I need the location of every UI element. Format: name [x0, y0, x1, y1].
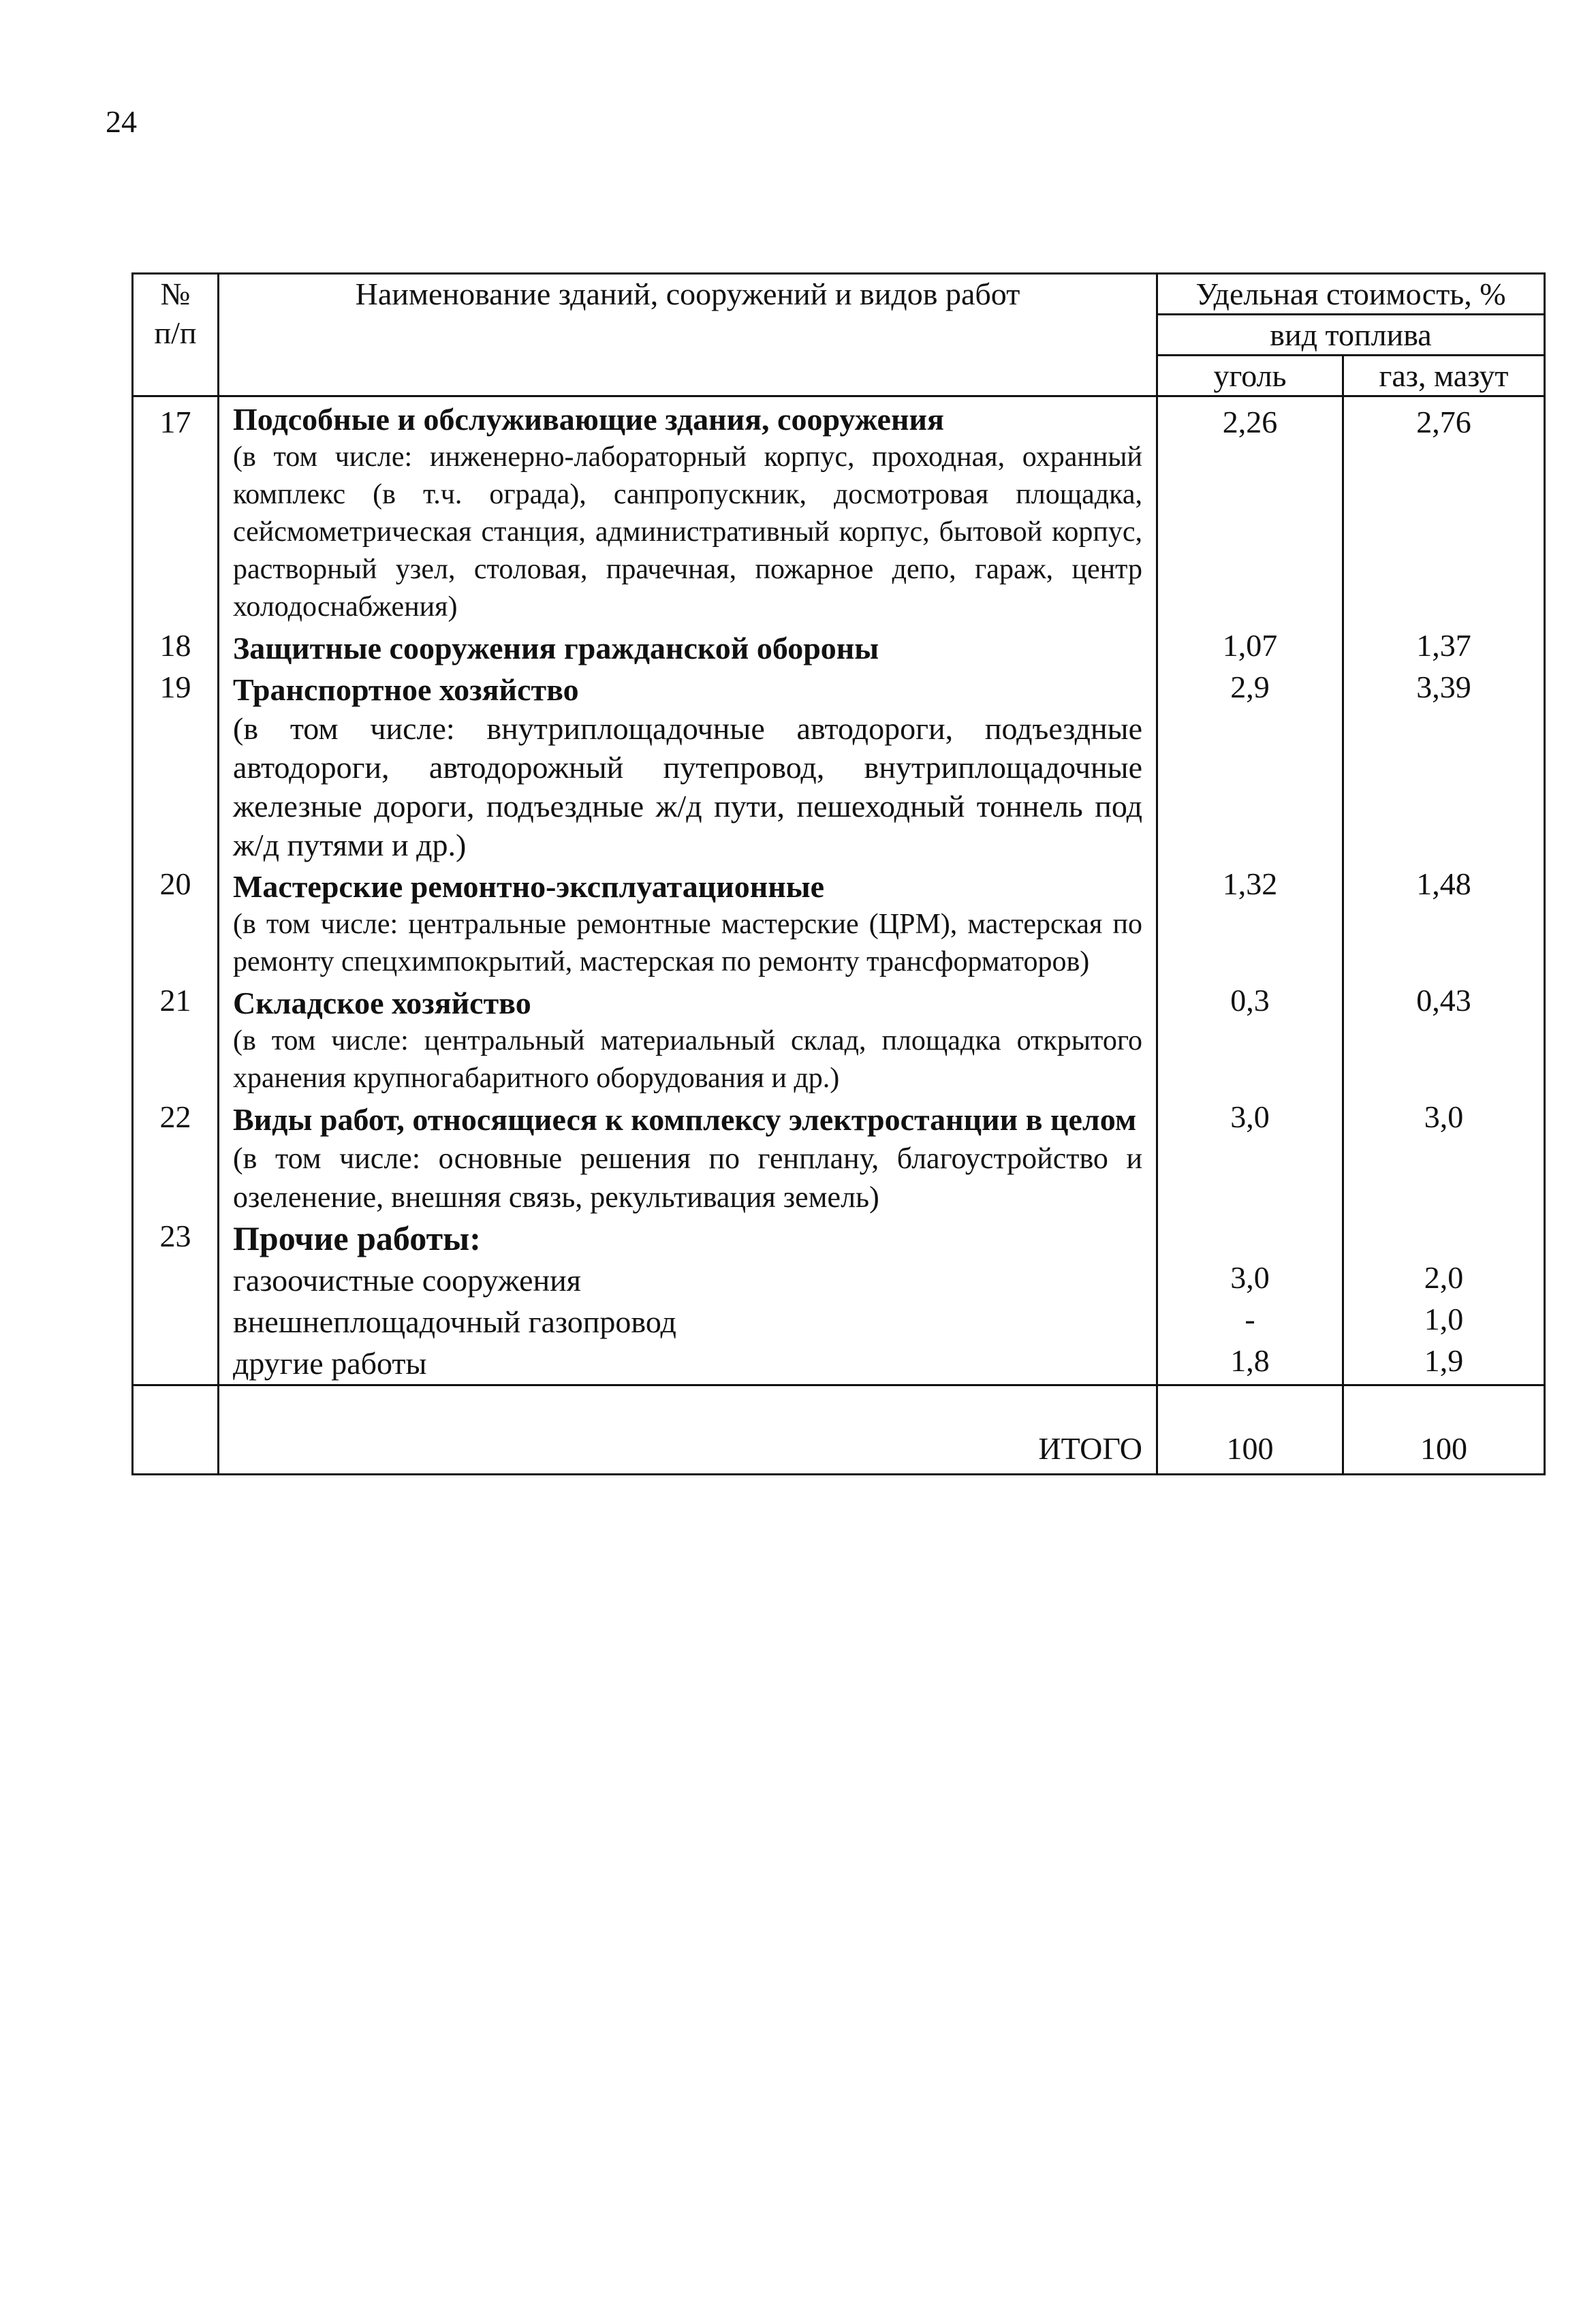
coal-value: 1,8: [1157, 1341, 1343, 1385]
gas-value: 1,9: [1343, 1341, 1545, 1385]
gas-value: 0,43: [1343, 981, 1545, 1097]
page-number: 24: [106, 104, 137, 139]
total-label: ИТОГО: [219, 1385, 1157, 1475]
row-description: (в том числе: основные решения по генплану, благоустройство и озеленение, внешняя связь, рекультивация земель): [233, 1142, 1142, 1214]
row-description: (в том числе: центральные ремонтные мастерские (ЦРМ), мастерская по ремонту спецхимпокрытий, мастерская по ремонту трансформаторов): [233, 909, 1142, 977]
row-number: 19: [133, 668, 219, 864]
header-num-line2: п/п: [154, 315, 197, 350]
header-num-line1: №: [160, 277, 191, 311]
table-row: [133, 1097, 1545, 1217]
coal-value: 1,32: [1157, 864, 1343, 981]
row-name-cell: [219, 864, 1157, 981]
row-title: Подсобные и обслуживающие здания, сооружения: [233, 402, 944, 437]
table-row: [133, 396, 1545, 627]
header-coal: уголь: [1157, 356, 1343, 396]
table-row: [133, 1217, 1545, 1258]
gas-value: 1,37: [1343, 626, 1545, 668]
row-name-cell: [219, 1217, 1157, 1258]
gas-value: 2,0: [1343, 1258, 1545, 1300]
coal-value: 2,26: [1157, 396, 1343, 627]
row-title: Виды работ, относящиеся к комплексу электростанции в целом: [233, 1102, 1137, 1137]
coal-value: 3,0: [1157, 1258, 1343, 1300]
header-name: Наименование зданий, сооружений и видов работ: [219, 274, 1157, 396]
coal-value: -: [1157, 1300, 1343, 1341]
header-num: [133, 274, 219, 396]
gas-value: 2,76: [1343, 396, 1545, 627]
gas-value: 1,0: [1343, 1300, 1545, 1341]
gas-value: 3,39: [1343, 668, 1545, 864]
row-title: Прочие работы:: [233, 1219, 481, 1257]
row-number: 23: [133, 1217, 219, 1258]
table-row: [133, 981, 1545, 1097]
cost-table: [131, 272, 1546, 1475]
row-description: (в том числе: инженерно-лабораторный корпус, проходная, охранный комплекс (в т.ч. ограда), санпропускник, досмотровая площадка, сейсмометрическая станция, административный корпус, бытовой корпус, растворный узел, столовая, прачечная, пожарное депо, гараж, центр холодоснабжения): [233, 441, 1142, 623]
header-fuel: вид топлива: [1157, 315, 1545, 356]
row-name-cell: [219, 396, 1157, 627]
table-row: [133, 1300, 1545, 1341]
row-number: 21: [133, 981, 219, 1097]
coal-value: 3,0: [1157, 1097, 1343, 1217]
row-title: Защитные сооружения гражданской обороны: [233, 631, 879, 665]
gas-value: 1,48: [1343, 864, 1545, 981]
table-row: [133, 1341, 1545, 1385]
table-row: [133, 668, 1545, 864]
header-gas: газ, мазут: [1343, 356, 1545, 396]
sub-item-name: газоочистные сооружения: [219, 1258, 1157, 1300]
total-coal: 100: [1157, 1385, 1343, 1475]
row-number: 17: [133, 396, 219, 627]
sub-item-name: другие работы: [219, 1341, 1157, 1385]
total-row: [133, 1385, 1545, 1475]
coal-value: 1,07: [1157, 626, 1343, 668]
table-row: [133, 1258, 1545, 1300]
total-gas: 100: [1343, 1385, 1545, 1475]
row-name-cell: [219, 668, 1157, 864]
row-number: 18: [133, 626, 219, 668]
row-title: Транспортное хозяйство: [233, 672, 579, 707]
gas-value: 3,0: [1343, 1097, 1545, 1217]
row-number: 22: [133, 1097, 219, 1217]
row-title: Складское хозяйство: [233, 986, 531, 1020]
table-row: [133, 864, 1545, 981]
row-description: (в том числе: центральный материальный склад, площадка открытого хранения крупногабаритного оборудования и др.): [233, 1025, 1142, 1094]
row-number: 20: [133, 864, 219, 981]
coal-value: 0,3: [1157, 981, 1343, 1097]
row-name-cell: [219, 981, 1157, 1097]
table-row: [133, 626, 1545, 668]
header-cost: Удельная стоимость, %: [1157, 274, 1545, 315]
row-title: Мастерские ремонтно-эксплуатационные: [233, 869, 825, 904]
row-name-cell: [219, 626, 1157, 668]
sub-item-name: внешнеплощадочный газопровод: [219, 1300, 1157, 1341]
row-name-cell: [219, 1097, 1157, 1217]
row-description: (в том числе: внутриплощадочные автодороги, подъездные автодороги, автодорожный путепровод, внутриплощадочные железные дороги, подъездные ж/д пути, пешеходный тоннель под ж/д путями и др.): [233, 711, 1142, 862]
coal-value: 2,9: [1157, 668, 1343, 864]
